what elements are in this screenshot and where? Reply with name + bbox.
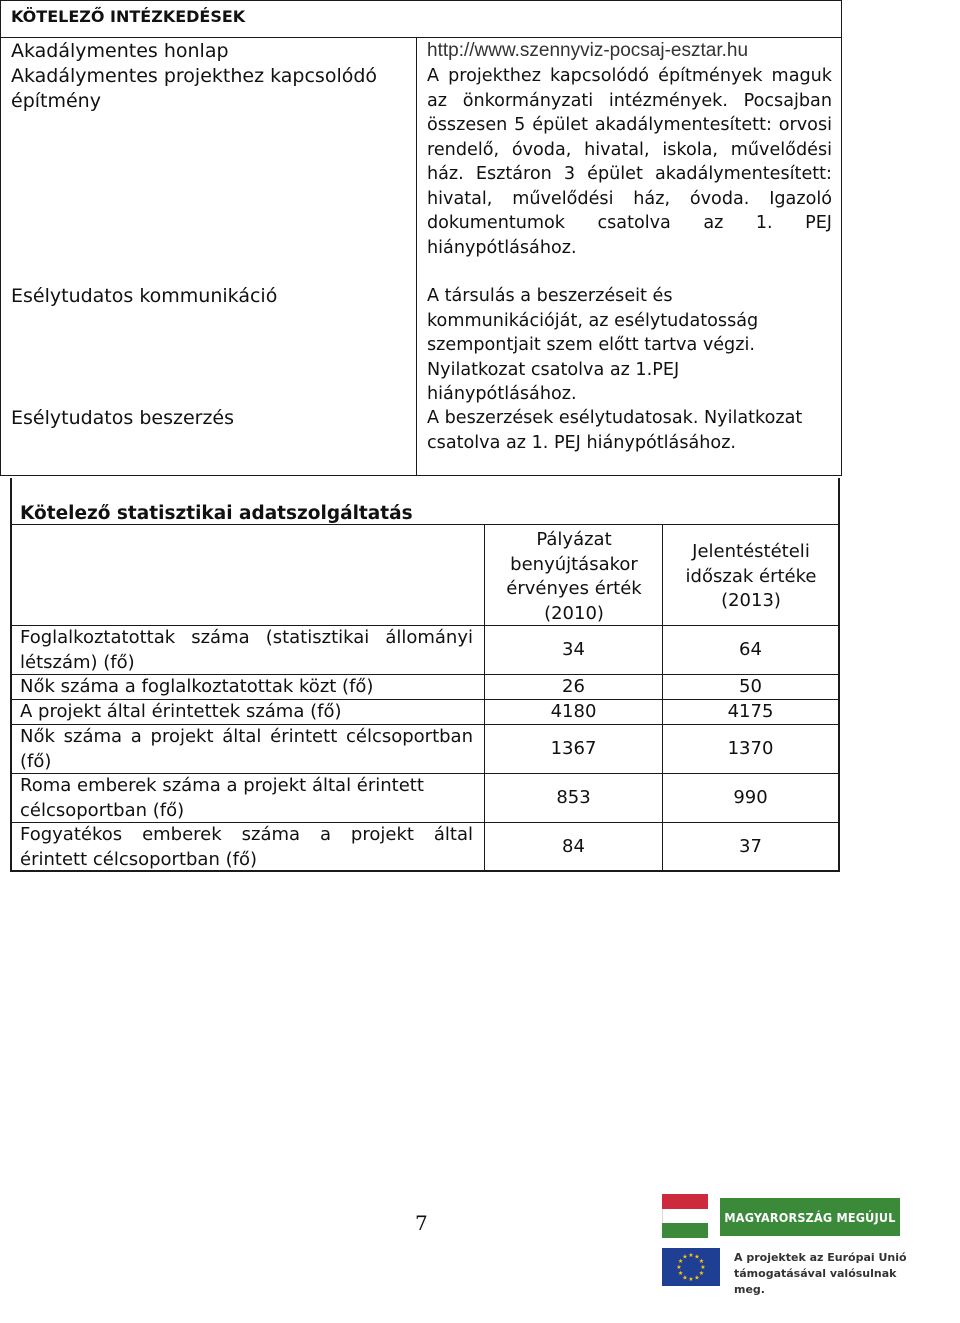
hungary-renews-logo: [662, 1194, 900, 1238]
value-2013-roma-target-group: 990: [733, 787, 768, 808]
statistics-title: Kötelező statisztikai adatszolgáltatás: [20, 503, 413, 524]
svg-text:★: ★: [688, 1276, 694, 1283]
title-divider: [10, 524, 840, 525]
row-label-disabled-target-group: Fogyatékos emberek száma a projekt által érintett célcsoportban (fő): [20, 824, 473, 870]
row-text-equal-opportunity-procurement: A beszerzések esélytudatosak. Nyilatkozat csatolva az 1. PEJ hiánypótlásához.: [427, 408, 803, 453]
eu-support-logo: [662, 1248, 922, 1296]
border-right: [838, 478, 840, 872]
value-2010-roma-target-group: 853: [556, 787, 591, 808]
value-2010-affected: 4180: [550, 701, 597, 722]
value-2013-employees: 64: [739, 639, 762, 660]
eu-flag-icon: [662, 1248, 720, 1286]
value-2013-women-target-group: 1370: [727, 738, 774, 759]
svg-text:★: ★: [677, 1270, 684, 1277]
col-header-2010: Pályázat benyújtásakor érvényes érték (2010): [506, 529, 642, 624]
value-2013-disabled-target-group: 37: [739, 836, 762, 857]
page-number: 7: [415, 1211, 428, 1235]
svg-text:★: ★: [676, 1264, 682, 1271]
svg-text:★: ★: [682, 1274, 688, 1282]
mandatory-measures-table: [0, 0, 842, 476]
row-text-equal-opportunity-communication: A társulás a beszerzéseit és kommunikációját, az esélytudatosság szempontjait szem előtt tartva végzi. Nyilatkozat csatolva az 1.PEJ hiánypótlásához.: [427, 286, 759, 404]
svg-text:★: ★: [694, 1253, 700, 1261]
svg-text:★: ★: [682, 1253, 688, 1261]
svg-text:★: ★: [698, 1258, 705, 1265]
row-label-women-target-group: Nők száma a projekt által érintett célcsoportban (fő): [20, 726, 473, 772]
flag-stripe-white: [662, 1209, 708, 1224]
value-2010-women-employees: 26: [562, 676, 585, 697]
row-label-roma-target-group: Roma emberek száma a projekt által érintett célcsoportban (fő): [20, 775, 424, 821]
col-header-2013: Jelentéstételi időszak értéke (2013): [685, 541, 817, 611]
svg-text:★: ★: [688, 1252, 694, 1259]
svg-text:★: ★: [698, 1270, 705, 1277]
statistics-table: [10, 478, 840, 872]
svg-text:★: ★: [694, 1274, 700, 1282]
row-label-equal-opportunity-procurement: Esélytudatos beszerzés: [11, 407, 235, 429]
value-2013-affected: 4175: [727, 701, 774, 722]
eu-support-note: A projektek az Európai Unió támogatásával valósulnak meg.: [734, 1251, 907, 1296]
flag-stripe-green: [662, 1223, 708, 1238]
row-label-women-employees: Nők száma a foglalkoztatottak közt (fő): [20, 676, 374, 697]
row-text-accessible-building: A projekthez kapcsolódó építmények maguk az önkormányzati intézmények. Pocsajban összesen 5 épület akadálymentesített: orvosi rendelő, óvoda, hivatal, iskola, művelődési ház. Esztáron 3 épület akadálymentesített: hivatal, művelődési ház, óvoda. Igazoló dokumentumok csatolva az 1. PEJ hiánypótlásához.: [427, 66, 832, 258]
row-label-employees: Foglalkoztatottak száma (statisztikai állományi létszám) (fő): [20, 627, 473, 673]
border-left: [10, 478, 12, 872]
row-label-affected: A projekt által érintettek száma (fő): [20, 701, 342, 722]
flag-stripe-red: [662, 1194, 708, 1209]
column-divider: [416, 38, 417, 476]
website-link[interactable]: http://www.szennyviz-pocsaj-esztar.hu: [427, 40, 749, 61]
brand-label: MAGYARORSZÁG MEGÚJUL: [720, 1198, 900, 1236]
mandatory-measures-heading: KÖTELEZŐ INTÉZKEDÉSEK: [1, 1, 841, 38]
value-col-divider: [662, 524, 663, 872]
value-2010-employees: 34: [562, 639, 585, 660]
svg-text:★: ★: [677, 1258, 684, 1265]
value-2010-women-target-group: 1367: [550, 738, 597, 759]
svg-text:★: ★: [700, 1264, 706, 1271]
row-label-accessible-building: Akadálymentes projekthez kapcsolódó építmény: [11, 65, 378, 112]
row-label-accessible-website: Akadálymentes honlap: [11, 40, 229, 62]
row-label-equal-opportunity-communication: Esélytudatos kommunikáció: [11, 285, 278, 307]
value-2013-women-employees: 50: [739, 676, 762, 697]
label-col-divider: [484, 524, 485, 872]
value-2010-disabled-target-group: 84: [562, 836, 585, 857]
